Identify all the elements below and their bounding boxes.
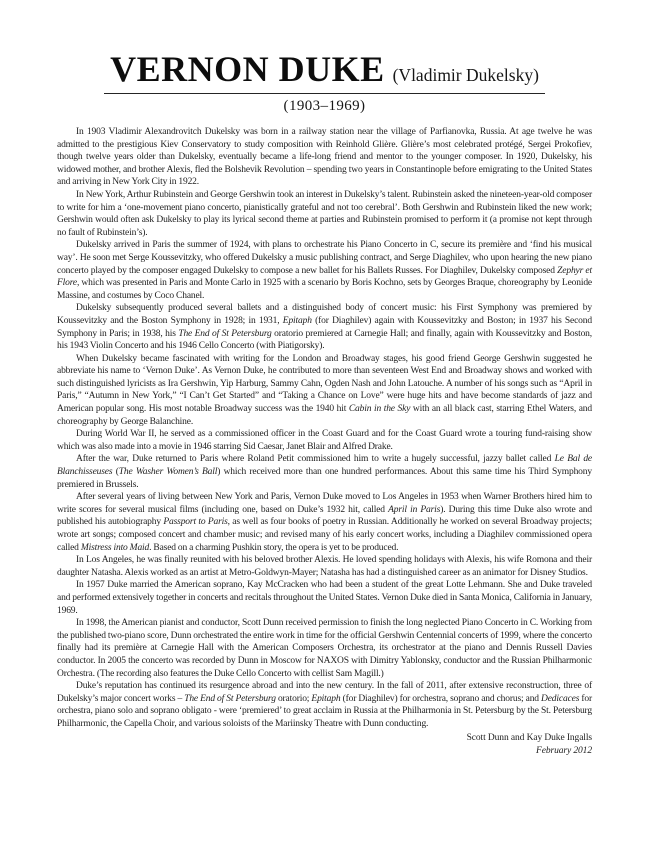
page-title: VERNON DUKE: [110, 49, 385, 89]
paragraph: After several years of living between New York and Paris, Vernon Duke moved to Los Angeles in 1953 when Warner Brothers hired him to write scores for several musical films (including one, based on Duke’s 1932 hit, called April in Paris). During this time Duke also wrote and published his autobiography Passport to Paris, as well as four books of poetry in Russian. Additionally he worked on several Broadway projects; wrote art songs; composed concert and chamber music; and revised many of his early concert works, including a Diaghilev commissioned opera called Mistress into Maid. Based on a charming Pushkin story, the opera is yet to be produced.: [57, 492, 592, 553]
biography-text: [57, 126, 592, 731]
paragraph: In Los Angeles, he was finally reunited with his beloved brother Alexis. He loved spending holidays with Alexis, his wife Romona and their daughter Natasha. Alexis worked as an artist at Metro-Goldwyn-Mayer; Natasha has had a distinguished career as an animator for Disney Studios.: [57, 555, 592, 578]
paragraph: Dukelsky arrived in Paris the summer of 1924, with plans to orchestrate his Piano Concerto in C, secure its première and ‘find his musical way’. He soon met Serge Koussevitzky, who offered Dukelsky a music publishing contract, and Serge Diaghilev, who upon hearing the new piano concerto played by the composer engaged Dukelsky to compose a new ballet for his Ballets Russes. For Diaghilev, Dukelsky composed Zephyr et Flore, which was presented in Paris and Monte Carlo in 1925 with a scenario by Boris Kochno, sets by Georges Braque, choreography by Leonide Massine, and costumes by Coco Chanel.: [57, 240, 592, 301]
signature-block: [57, 732, 592, 758]
signature-date: February 2012: [536, 745, 592, 756]
paragraph: After the war, Duke returned to Paris where Roland Petit commissioned him to write a hugely successful, jazzy ballet called Le Bal de Blanchisseuses (The Washer Women’s Ball) which received more than one hundred performances. About this same time his Third Symphony premiered in Brussels.: [57, 454, 592, 490]
title-alias: (Vladimir Dukelsky): [392, 65, 539, 85]
paragraph: In 1957 Duke married the American soprano, Kay McCracken who had been a student of the great Lotte Lehmann. She and Duke traveled and performed extensively together in concerts and recitals throughout the United States. Vernon Duke died in Santa Monica, California in January, 1969.: [57, 580, 592, 616]
paragraph: When Dukelsky became fascinated with writing for the London and Broadway stages, his good friend George Gershwin suggested he abbreviate his name to ‘Vernon Duke’. As Vernon Duke, he contributed to more than seventeen West End and Broadway shows and worked with such distinguished lyricists as Ira Gershwin, Yip Harburg, Sammy Cahn, Ogden Nash and John Latouche. A number of his songs such as “April in Paris,” “Autumn in New York,” “I Can’t Get Started” and “Taking a Chance on Love” were huge hits and have become standards of jazz and American popular song. His most notable Broadway success was the 1940 hit Cabin in the Sky with an all black cast, starring Ethel Waters, and choreography by George Balanchine.: [57, 353, 592, 427]
paragraph: During World War II, he served as a commissioned officer in the Coast Guard and for the Coast Guard wrote a touring fund-raising show which was also made into a movie in 1946 starring Sid Caesar, Janet Blair and Alfred Drake.: [57, 429, 592, 452]
paragraph: In 1903 Vladimir Alexandrovitch Dukelsky was born in a railway station near the village of Parfianovka, Russia. At age twelve he was admitted to the prestigious Kiev Conservatory to study composition with Reinhold Glière. Glière’s most celebrated protégé, Sergei Prokofiev, though twelve years older than Dukelsky, eventually became a life-long friend and mentor to the younger composer. In 1920, Dukelsky, his widowed mother, and brother Alexis, fled the Bolshevik Revolution – spending two years in Constantinople before emigrating to the United States and arriving in New York City in 1922.: [57, 127, 592, 188]
paragraph: In New York, Arthur Rubinstein and George Gershwin took an interest in Dukelsky’s talent. Rubinstein asked the nineteen-year-old composer to write for him a ‘one-movement piano concerto, pianistically grateful and not too cerebral’. Both Gershwin and Rubinstein liked the new work; Gershwin would often ask Dukelsky to play its lyrical second theme at parties and Rubinstein promised to perform it (a promise not kept through no fault of Rubinstein’s).: [57, 189, 592, 238]
paragraph: Dukelsky subsequently produced several ballets and a distinguished body of concert music: his First Symphony was premiered by Koussevitzky and the Boston Symphony in 1928; in 1931, Epitaph (for Diaghilev) again with Koussevitzky and Boston; in 1937 his Second Symphony in Paris; in 1938, his The End of St Petersburg oratorio premiered at Carnegie Hall; and finally, again with Koussevitzky and Boston, his 1943 Violin Concerto and his 1946 Cello Concerto (with Piatigorsky).: [57, 303, 592, 352]
life-dates: (1903–1969): [283, 98, 366, 114]
document-header: [57, 48, 592, 115]
title-row: [104, 48, 545, 94]
signature-authors: Scott Dunn and Kay Duke Ingalls: [466, 732, 592, 743]
paragraph: In 1998, the American pianist and conductor, Scott Dunn received permission to finish the long neglected Piano Concerto in C. Working from the published two-piano score, Dunn orchestrated the entire work in time for the official Gershwin Centennial concerts of 1999, where the concerto finally had its première at Carnegie Hall with the American Composers Orchestra, its orchestrator at the piano and Dennis Russell Davies conductor. In 2005 the concerto was recorded by Dunn in Moscow for NAXOS with Dimitry Yablonsky, conductor and the Russian Philharmonic Orchestra. (The recording also features the Duke Cello Concerto with cellist Sam Magill.): [57, 618, 592, 679]
paragraph: Duke’s reputation has continued its resurgence abroad and into the new century. In the fall of 2011, after extensive reconstruction, three of Dukelsky’s major concert works – The End of St Petersburg oratorio; Epitaph (for Diaghilev) for orchestra, soprano and chorus; and Dedicaces for orchestra, piano solo and soprano obligato - were ‘premiered’ to great acclaim in Russia at the Philharmonia in St. Petersburg by the St. Petersburg Philharmonic, the Capella Choir, and various soloists of the Mariinsky Theatre with Dunn conducting.: [57, 681, 592, 729]
